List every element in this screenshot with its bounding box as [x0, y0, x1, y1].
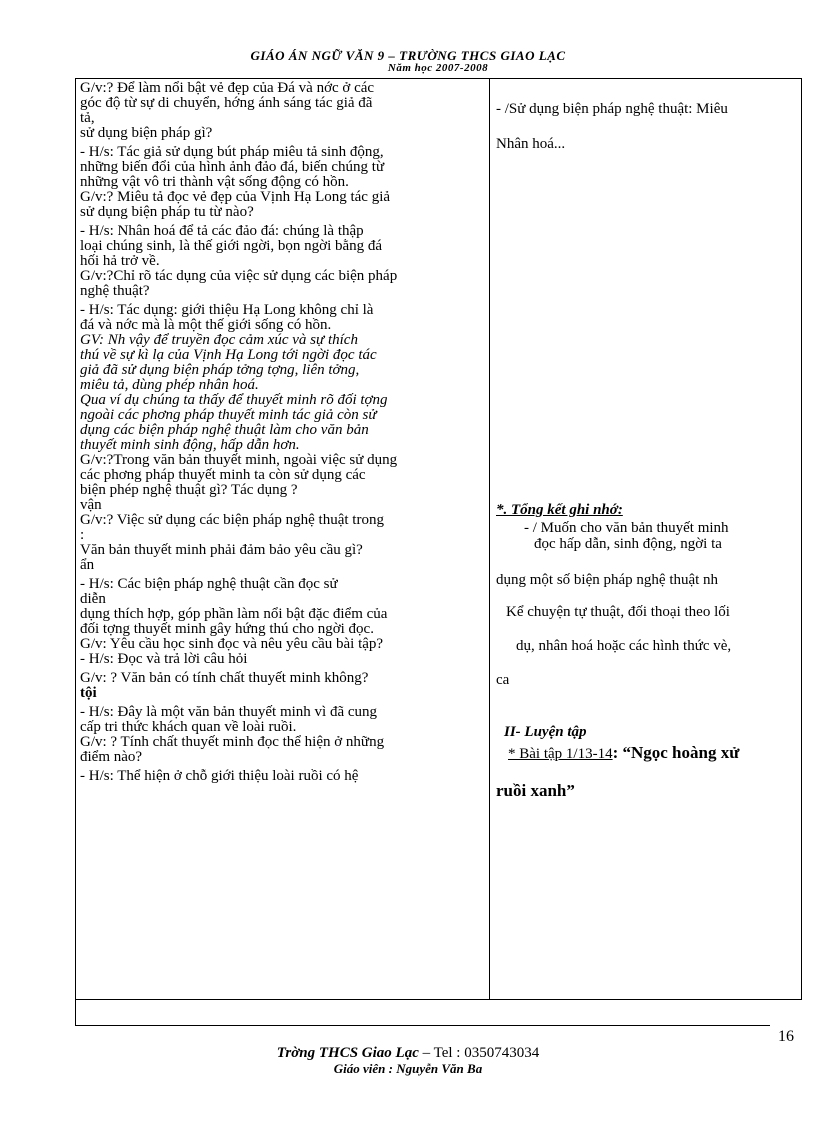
exercise-line	[508, 745, 739, 762]
left-line: tả,	[80, 111, 95, 126]
left-line: thú về sự kì lạ của Vịnh Hạ Long tới ngời đọc tác	[80, 348, 377, 363]
left-line: dụng các biện pháp nghệ thuật làm cho văn bản	[80, 423, 369, 438]
left-line: những vật vô tri thành vật sống động có hồn.	[80, 175, 349, 190]
footer-teacher: Giáo viên : Nguyễn Văn Ba	[333, 1061, 483, 1076]
left-line: G/v: ? Văn bản có tính chất thuyết minh không?	[80, 671, 369, 686]
page-footer	[0, 1046, 816, 1076]
content-column	[496, 81, 796, 981]
left-line: - H/s: Tác dụng: giới thiệu Hạ Long không chỉ là	[80, 303, 374, 318]
left-line: dụng thích hợp, góp phần làm nổi bật đặc điểm của	[80, 607, 388, 622]
left-line: vận	[80, 498, 102, 513]
practice-title: II- Luyện tập	[504, 724, 587, 740]
left-line: G/v: ? Tính chất thuyết minh đọc thể hiện ở những	[80, 735, 385, 750]
left-line: loại chúng sinh, là thế giới ngời, bọn ngời bằng đá	[80, 239, 383, 254]
footer-school: Trờng THCS Giao Lạc	[276, 1045, 419, 1061]
teacher-student-column	[80, 81, 485, 784]
left-line: cấp tri thức khách quan về loài ruồi.	[80, 720, 297, 735]
page-header	[0, 50, 816, 74]
summary-line: Kể chuyện tự thuật, đối thoại theo lối	[506, 604, 730, 620]
left-line: ngoài các phơng pháp thuyết minh tác giả còn sử	[80, 408, 377, 423]
left-line: miêu tả, dùng phép nhân hoá.	[80, 378, 259, 393]
left-line: GV: Nh vậy để truyền đọc cảm xúc và sự thích	[80, 333, 358, 348]
right-line: - /Sử dụng biện pháp nghệ thuật: Miêu	[496, 101, 728, 117]
summary-line: đọc hấp dẫn, sinh động, ngời ta	[534, 536, 722, 552]
page-number: 16	[778, 1028, 794, 1045]
header-title: GIÁO ÁN NGỮ VĂN 9 – TRƯỜNG THCS GIAO LẠC	[250, 48, 566, 63]
left-line: biện phép nghệ thuật gì? Tác dụng ?	[80, 483, 298, 498]
left-line: - H/s: Đọc và trả lời câu hỏi	[80, 652, 248, 667]
left-line: G/v:? Để làm nổi bật vẻ đẹp của Đá và nớc ở các	[80, 81, 375, 96]
summary-line: ca	[496, 672, 510, 688]
left-line: diễn	[80, 592, 106, 607]
left-line: Qua ví dụ chúng ta thấy để thuyết minh rõ đối tợng	[80, 393, 388, 408]
summary-title: *. Tổng kết ghi nhớ:	[496, 502, 623, 518]
left-line: điểm nào?	[80, 750, 143, 765]
left-line: giả đã sử dụng biện pháp tởng tợng, liên tởng,	[80, 363, 360, 378]
left-line: - H/s: Các biện pháp nghệ thuật cần đọc sử	[80, 577, 338, 592]
exercise-label: * Bài tập 1/13-14	[508, 746, 613, 762]
left-line: G/v:?Trong văn bản thuyết minh, ngoài việc sử dụng	[80, 453, 398, 468]
footer-tel: – Tel : 0350743034	[418, 1045, 540, 1061]
left-line: G/v:? Việc sử dụng các biện pháp nghệ thuật trong	[80, 513, 384, 528]
summary-line: - / Muốn cho văn bản thuyết minh	[524, 520, 729, 536]
left-line: hối hả trở về.	[80, 254, 160, 269]
summary-line: dụng một số biện pháp nghệ thuật nh	[496, 572, 719, 588]
left-line: nghệ thuật?	[80, 284, 150, 299]
left-line: thuyết minh sinh động, hấp dẫn hơn.	[80, 438, 300, 453]
summary-line: dụ, nhân hoá hoặc các hình thức vè,	[516, 638, 732, 654]
left-line: ẩn	[80, 558, 95, 573]
footer-tick	[75, 998, 76, 1026]
left-line: tội	[80, 686, 97, 701]
left-line: đá và nớc mà là một thế giới sống có hồn.	[80, 318, 332, 333]
left-line: các phơng pháp thuyết minh ta còn sử dụng các	[80, 468, 366, 483]
header-year: Năm học 2007-2008	[387, 62, 489, 74]
left-line: G/v:? Miêu tả đọc vẻ đẹp của Vịnh Hạ Long tác giả	[80, 190, 391, 205]
left-line: - H/s: Thể hiện ở chỗ giới thiệu loài ruồi có hệ	[80, 769, 359, 784]
left-line: những biến đổi của hình ảnh đảo đá, biến chúng từ	[80, 160, 385, 175]
right-line: Nhân hoá...	[496, 136, 566, 152]
left-line: sử dụng biện pháp gì?	[80, 126, 213, 141]
left-line: G/v: Yêu cầu học sinh đọc và nêu yêu cầu bài tập?	[80, 637, 384, 652]
left-line: - H/s: Đây là một văn bản thuyết minh vì đã cung	[80, 705, 378, 720]
left-line: Văn bản thuyết minh phải đảm bảo yêu cầu gì?	[80, 543, 363, 558]
lesson-table	[75, 78, 802, 1000]
column-divider	[489, 79, 490, 999]
left-line: - H/s: Tác giả sử dụng bút pháp miêu tả sinh động,	[80, 145, 384, 160]
left-line: - H/s: Nhân hoá để tả các đảo đá: chúng là thập	[80, 224, 364, 239]
left-line: :	[80, 528, 85, 543]
exercise-title-cont: ruồi xanh”	[496, 781, 575, 800]
exercise-title: : “Ngọc hoàng xử	[612, 743, 740, 762]
footer-rule	[75, 1025, 770, 1026]
left-line: đối tợng thuyết minh gây hứng thú cho ngời đọc.	[80, 622, 374, 637]
left-line: sử dụng biện pháp tu từ nào?	[80, 205, 254, 220]
left-line: G/v:?Chỉ rõ tác dụng của việc sử dụng các biện pháp	[80, 269, 398, 284]
left-line: góc độ từ sự di chuyển, hớng ánh sáng tác giả đã	[80, 96, 373, 111]
